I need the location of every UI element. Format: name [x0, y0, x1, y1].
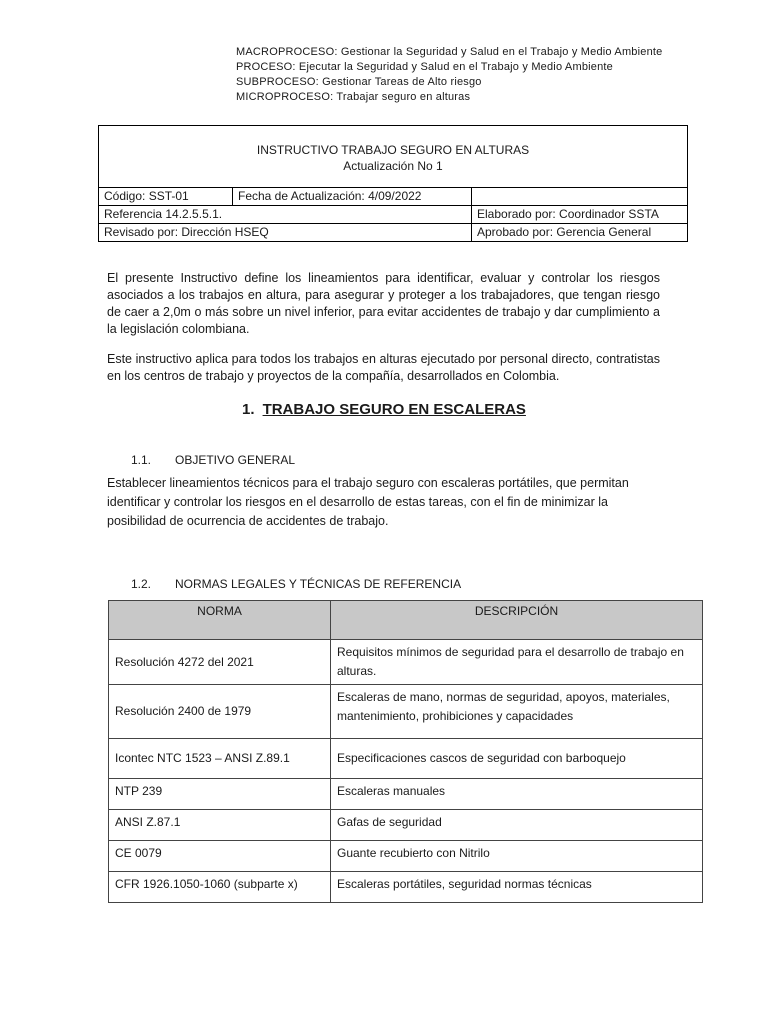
document-title: INSTRUCTIVO TRABAJO SEGURO EN ALTURAS [256, 143, 530, 157]
document-version: Actualización No 1 [343, 159, 443, 173]
header-macroproceso: MACROPROCESO: Gestionar la Seguridad y Salud en el Trabajo y Medio Ambiente [236, 46, 663, 58]
aprobado-cell: Aprobado por: Gerencia General [471, 224, 687, 241]
descripcion-cell: Guante recubierto con Nitrilo [331, 841, 703, 872]
intro-paragraph-1: El presente Instructivo define los lineamientos para identificar, evaluar y controlar los riesgos asociados a los trabajos en altura, para asegurar y proteger a los trabajadores, que tengan riesgo de caer a 2,0m o más sobre un nivel inferior, para evitar accidentes de trabajo y dar cumplimiento a la legislación colombiana. [107, 271, 660, 336]
table-row [109, 779, 703, 810]
descripcion-cell: Escaleras manuales [331, 779, 703, 810]
subsection-1-1-number: 1.1. [131, 453, 152, 467]
fecha-cell: Fecha de Actualización: 4/09/2022 [232, 188, 471, 205]
normas-table [108, 600, 703, 903]
empty-cell [471, 188, 687, 205]
header-norma: NORMA [109, 601, 331, 640]
norma-cell: Resolución 4272 del 2021 [109, 640, 331, 685]
document-header [236, 45, 662, 105]
table-row [109, 739, 703, 779]
descripcion-cell: Requisitos mínimos de seguridad para el desarrollo de trabajo en alturas. [331, 640, 703, 685]
intro-paragraph-2: Este instructivo aplica para todos los trabajos en alturas ejecutado por personal directo, contratistas en los centros de trabajo y proyectos de la compañía, desarrollados en Colombia. [107, 352, 660, 383]
descripcion-cell: Escaleras portátiles, seguridad normas técnicas [331, 872, 703, 903]
descripcion-cell: Escaleras de mano, normas de seguridad, apoyos, materiales, mantenimiento, prohibiciones y capacidades [331, 685, 703, 739]
info-row-referencia [99, 206, 687, 224]
info-title-cell [99, 126, 687, 188]
subsection-1-1-heading [131, 453, 295, 467]
header-proceso: PROCESO: Ejecutar la Seguridad y Salud en el Trabajo y Medio Ambiente [236, 61, 613, 73]
norma-cell: NTP 239 [109, 779, 331, 810]
subsection-1-2-title: NORMAS LEGALES Y TÉCNICAS DE REFERENCIA [175, 577, 462, 591]
subsection-1-2-number: 1.2. [131, 577, 152, 591]
document-info-box [98, 125, 688, 242]
elaborado-cell: Elaborado por: Coordinador SSTA [471, 206, 687, 223]
section-1-number: 1. [242, 401, 255, 418]
subsection-1-2-heading [131, 577, 461, 591]
table-row [109, 685, 703, 739]
descripcion-cell: Gafas de seguridad [331, 810, 703, 841]
revisado-cell: Revisado por: Dirección HSEQ [104, 225, 269, 239]
referencia-cell: Referencia 14.2.5.5.1. [104, 207, 223, 221]
table-row [109, 841, 703, 872]
table-header-row [109, 601, 703, 640]
table-row [109, 872, 703, 903]
header-descripcion: DESCRIPCIÓN [331, 601, 703, 640]
table-row [109, 640, 703, 685]
descripcion-cell: Especificaciones cascos de seguridad con barboquejo [331, 739, 703, 779]
norma-cell: Resolución 2400 de 1979 [109, 685, 331, 739]
table-row [109, 810, 703, 841]
norma-cell: ANSI Z.87.1 [109, 810, 331, 841]
info-row-codigo [99, 188, 687, 206]
header-subproceso: SUBPROCESO: Gestionar Tareas de Alto riesgo [236, 76, 482, 88]
norma-cell: Icontec NTC 1523 – ANSI Z.89.1 [109, 739, 331, 779]
subsection-1-1-title: OBJETIVO GENERAL [175, 453, 296, 467]
codigo-cell: Código: SST-01 [104, 189, 189, 203]
section-1-heading [0, 401, 768, 418]
objetivo-paragraph: Establecer lineamientos técnicos para el trabajo seguro con escaleras portátiles, que permitan identificar y controlar los riesgos en el desarrollo de estas tareas, con el fin de minimizar la posibilidad de ocurrencia de accidentes de trabajo. [107, 476, 629, 528]
norma-cell: CFR 1926.1050-1060 (subparte x) [109, 872, 331, 903]
norma-cell: CE 0079 [109, 841, 331, 872]
info-row-revisado [99, 224, 687, 241]
header-microproceso: MICROPROCESO: Trabajar seguro en alturas [236, 91, 471, 103]
section-1-title: TRABAJO SEGURO EN ESCALERAS [262, 401, 526, 418]
